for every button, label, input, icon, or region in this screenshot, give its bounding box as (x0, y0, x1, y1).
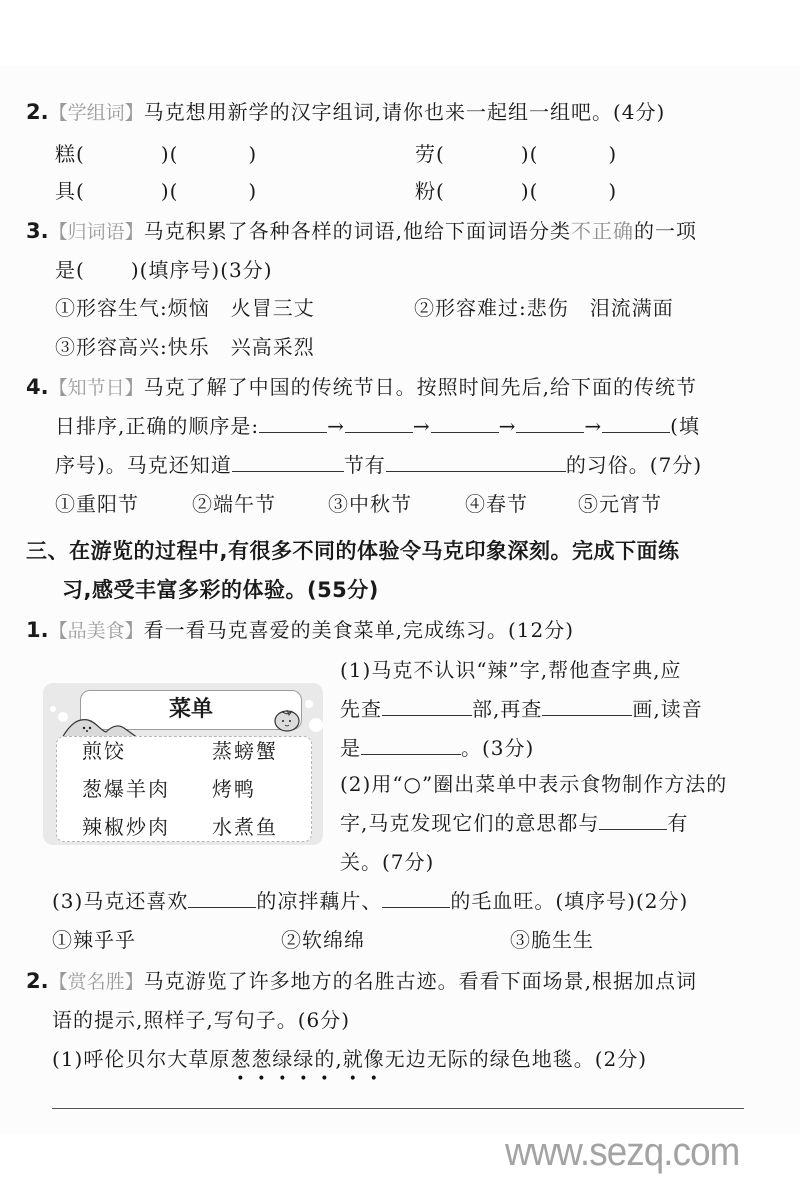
answer-blank[interactable] (382, 695, 472, 716)
s3q1-sub3 (52, 887, 688, 915)
q3-line2-start: 是( (55, 258, 85, 282)
answer-blank[interactable] (599, 809, 667, 830)
q2-number: 2. (26, 100, 49, 124)
s3q2-prompt: 马克游览了许多地方的名胜古迹。看看下面场景,根据加点词 (143, 969, 697, 993)
s3q2-prompt-line2: 语的提示,照样子,写句子。(6分) (52, 1008, 351, 1032)
bubble-decoration (305, 700, 313, 708)
q4-prompt: 马克了解了中国的传统节日。按照时间先后,给下面的传统节 (143, 375, 697, 399)
answer-blank[interactable] (345, 412, 413, 433)
example-text: , (335, 1047, 343, 1071)
s3q1-sub2-line3: 关。(7分) (340, 850, 435, 874)
tomato-icon (273, 706, 301, 732)
answer-line[interactable] (52, 1108, 744, 1109)
q3-header (26, 217, 697, 246)
answer-blank[interactable] (188, 887, 256, 908)
q4-line3-mid: 节有 (343, 453, 386, 477)
q3-option-2: ②形容难过:悲伤 泪流满面 (414, 296, 674, 320)
q3-prompt: 马克积累了各种各样的词语,他给下面词语分类 (143, 219, 571, 243)
answer-blank[interactable] (602, 412, 670, 433)
s3q2-tag: 【赏名胜】 (48, 971, 144, 993)
q3-option-3: ③形容高兴:快乐 兴高采烈 (55, 335, 315, 359)
answer-blank[interactable] (382, 887, 450, 908)
answer-blank[interactable] (232, 451, 344, 472)
q3-line2 (55, 256, 273, 284)
emphasis-char: 绿 (272, 1047, 294, 1071)
answer-blank[interactable] (361, 734, 461, 755)
emphasis-char: 绿 (293, 1047, 315, 1071)
menu-item: 烤鸭 (212, 777, 256, 801)
s3q1-sub1-line2 (340, 695, 703, 723)
menu-item: 蒸螃蟹 (212, 739, 278, 763)
s3q1-number: 1. (26, 618, 49, 642)
q4-line2 (55, 412, 700, 440)
s3q1-sub1-text: 。(3分) (461, 736, 535, 760)
s3q1-sub2-line1: (2)用“○”圈出菜单中表示食物制作方法的 (340, 772, 728, 796)
q2-row-end: ) (608, 142, 618, 166)
q4-line3-start: 序号)。马克还知道 (55, 453, 232, 477)
bubble-decoration (309, 718, 323, 732)
q2-row-end: ) (248, 142, 258, 166)
emphasis-char: 葱 (230, 1047, 252, 1071)
q4-line2-start: 日排序,正确的顺序是: (55, 414, 260, 438)
q3-option-1: ①形容生气:烦恼 火冒三丈 (55, 296, 315, 320)
q2-row-char: 具( (55, 179, 85, 203)
section-3-title-line2: 习,感受丰富多彩的体验。(55分) (62, 578, 379, 602)
s3q1-sub3-text: 的凉拌藕片、 (256, 889, 383, 913)
q2-row-char: 糕( (55, 142, 85, 166)
example-text: (1)呼伦贝尔大草原 (52, 1047, 231, 1071)
s3q2-header (26, 967, 697, 996)
s3q1-sub3-text: 的毛血旺。(填序号)(2分) (450, 889, 689, 913)
q2-row-char: 劳( (415, 142, 445, 166)
s3q2-example (52, 1045, 647, 1073)
q3-line2-end: )(填序号)(3分) (130, 258, 273, 282)
arrow-icon: → (327, 414, 345, 438)
q3-number: 3. (26, 219, 49, 243)
s3q1-sub3-option-3: ③脆生生 (510, 928, 594, 952)
q4-line3 (55, 451, 702, 479)
s3q1-sub1-text: 先查 (340, 697, 382, 721)
answer-blank[interactable] (516, 412, 584, 433)
emphasis-char: 像 (363, 1047, 385, 1071)
emphasis-char: 葱 (251, 1047, 273, 1071)
s3q1-sub1-line1: (1)马克不认识“辣”字,帮他查字典,应 (340, 658, 682, 682)
s3q1-prompt: 看一看马克喜爱的美食菜单,完成练习。(12分) (143, 618, 575, 642)
emphasis-char: 的 (314, 1047, 336, 1071)
menu-item: 辣椒炒肉 (82, 815, 170, 839)
s3q1-sub1-text: 部,再查 (472, 697, 543, 721)
answer-blank[interactable] (259, 412, 327, 433)
s3q1-sub2-text: 字,马克发现它们的意思都与 (340, 811, 600, 835)
s3q1-header (26, 616, 574, 645)
q3-prompt-end: 的一项 (633, 219, 697, 243)
q2-prompt: 马克想用新学的汉字组词,请你也来一起组一组吧。(4分) (143, 100, 666, 124)
q2-row-2 (415, 140, 617, 168)
s3q1-sub1-line3 (340, 734, 534, 762)
arrow-icon: → (498, 414, 517, 438)
bubble-decoration (50, 706, 56, 712)
s3q1-sub1-text: 画,读音 (632, 697, 703, 721)
menu-item: 葱爆羊肉 (82, 777, 170, 801)
q2-row-mid: )( (160, 179, 179, 203)
q2-row-4 (415, 177, 617, 205)
menu-title: 菜单 (80, 690, 302, 730)
section-3-title-line1: 三、在游览的过程中,有很多不同的体验令马克印象深刻。完成下面练 (26, 539, 680, 563)
s3q1-tag: 【品美食】 (48, 620, 144, 642)
arrow-icon: → (584, 414, 603, 438)
s3q1-sub3-option-2: ②软绵绵 (281, 928, 365, 952)
menu-item: 水煮鱼 (212, 815, 278, 839)
s3q1-sub2-text: 有 (667, 811, 689, 835)
q4-header (26, 373, 697, 402)
q2-row-mid: )( (520, 179, 539, 203)
emphasis-char: 就 (342, 1047, 364, 1071)
q4-tag: 【知节日】 (48, 377, 144, 399)
s3q1-sub3-option-1: ①辣乎乎 (52, 928, 136, 952)
s3q1-sub2-line2 (340, 809, 688, 837)
q2-row-char: 粉( (415, 179, 445, 203)
s3q2-number: 2. (26, 969, 49, 993)
q3-tag: 【归词语】 (48, 221, 144, 243)
q2-row-end: ) (248, 179, 258, 203)
answer-blank[interactable] (542, 695, 632, 716)
q4-option-5: ⑤元宵节 (578, 492, 662, 516)
q2-row-mid: )( (160, 142, 179, 166)
q2-header (26, 98, 665, 127)
q4-option-1: ①重阳节 (55, 492, 139, 516)
q2-row-1 (55, 140, 257, 168)
q3-prompt-highlight: 不正确 (570, 219, 634, 243)
q4-option-3: ③中秋节 (328, 492, 412, 516)
q2-row-3 (55, 177, 257, 205)
answer-blank[interactable] (431, 412, 499, 433)
q2-tag: 【学组词】 (48, 102, 144, 124)
q4-option-2: ②端午节 (192, 492, 276, 516)
q4-option-4: ④春节 (465, 492, 528, 516)
q4-line3-end: 的习俗。(7分) (565, 453, 703, 477)
q4-line2-end: (填 (670, 414, 700, 438)
example-text: 无边无际的绿色地毯。(2分) (384, 1047, 648, 1071)
q2-row-mid: )( (520, 142, 539, 166)
q2-row-end: ) (608, 179, 618, 203)
q4-number: 4. (26, 375, 49, 399)
answer-blank[interactable] (386, 451, 566, 472)
menu-item: 煎饺 (82, 739, 126, 763)
watermark: www.sezq.com (505, 1130, 740, 1174)
arrow-icon: → (412, 414, 431, 438)
s3q1-sub1-text: 是 (340, 736, 361, 760)
s3q1-sub3-text: (3)马克还喜欢 (52, 889, 189, 913)
